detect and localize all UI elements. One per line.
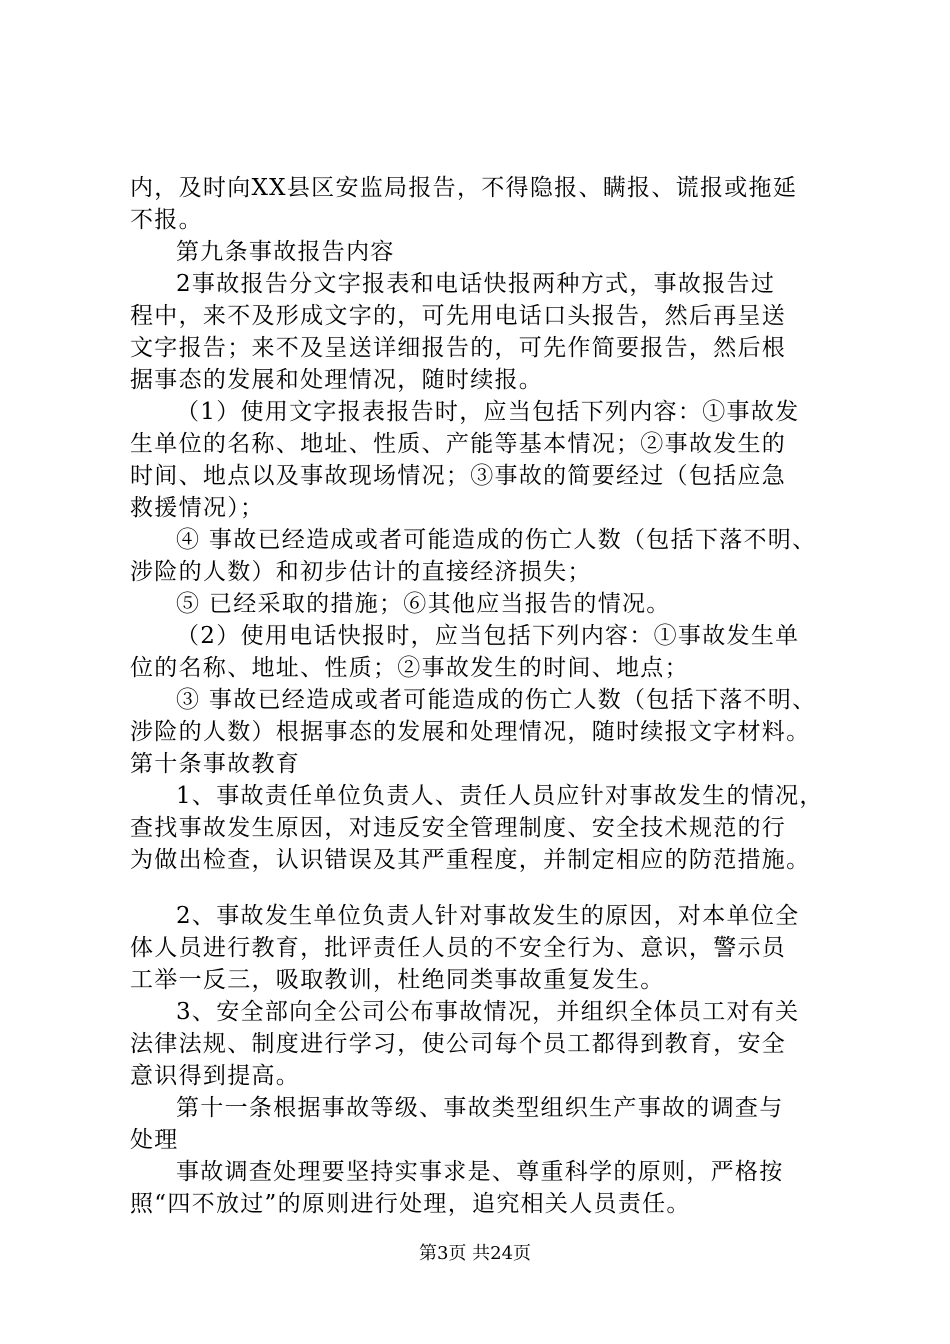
page-number-footer: 第3页 共24页	[418, 1243, 532, 1264]
text-line: 涉险的人数）根据事态的发展和处理情况，随时续报文字材料。	[130, 719, 811, 745]
text-line: ④ 事故已经造成或者可能造成的伤亡人数（包括下落不明、	[176, 527, 817, 553]
text-line: 2事故报告分文字报表和电话快报两种方式，事故报告过	[176, 271, 776, 297]
text-line: 法律法规、制度进行学习，使公司每个员工都得到教育，安全	[130, 1031, 787, 1057]
text-line: 涉险的人数）和初步估计的直接经济损失；	[130, 559, 592, 585]
text-line: ⑤ 已经采取的措施；⑥其他应当报告的情况。	[176, 591, 671, 617]
text-line: 为做出检查，认识错误及其严重程度，并制定相应的防范措施。	[130, 847, 811, 873]
text-line: 文字报告；来不及呈送详细报告的，可先作简要报告，然后根	[130, 335, 787, 361]
paragraph-gap	[130, 876, 850, 900]
text-line: 位的名称、地址、性质；②事故发生的时间、地点；	[130, 655, 689, 681]
text-line: 内，及时向XX县区安监局报告，不得隐报、瞒报、谎报或拖延	[130, 175, 798, 201]
text-line: 意识得到提高。	[130, 1063, 301, 1089]
text-line: 不报。	[130, 207, 203, 233]
text-line: 救援情况）；	[130, 495, 265, 521]
section-heading: 第十条事故教育	[130, 751, 301, 777]
text-line: ③ 事故已经造成或者可能造成的伤亡人数（包括下落不明、	[176, 687, 817, 713]
text-line: 1、事故责任单位负责人、责任人员应针对事故发生的情况，	[176, 783, 824, 809]
section-heading: 第九条事故报告内容	[176, 239, 395, 265]
text-line: （2）使用电话快报时，应当包括下列内容：①事故发生单	[176, 623, 800, 649]
text-line: 程中，来不及形成文字的，可先用电话口头报告，然后再呈送	[130, 303, 787, 329]
text-line: 据事态的发展和处理情况，随时续报。	[130, 367, 544, 393]
section-heading: 处理	[130, 1127, 179, 1153]
text-line: 时间、地点以及事故现场情况；③事故的简要经过（包括应急	[130, 463, 787, 489]
text-line: 体人员进行教育，批评责任人员的不安全行为、意识，警示员	[130, 935, 787, 961]
section-heading: 第十一条根据事故等级、事故类型组织生产事故的调查与	[176, 1095, 784, 1121]
text-line: 3、安全部向全公司公布事故情况，并组织全体员工对有关	[176, 999, 800, 1025]
text-line: 工举一反三，吸取教训，杜绝同类事故重复发生。	[130, 967, 665, 993]
text-line: 事故调查处理要坚持实事求是、尊重科学的原则，严格按	[176, 1159, 784, 1185]
text-line: 查找事故发生原因，对违反安全管理制度、安全技术规范的行	[130, 815, 787, 841]
text-line: 生单位的名称、地址、性质、产能等基本情况；②事故发生的	[130, 431, 787, 457]
text-line: （1）使用文字报表报告时，应当包括下列内容：①事故发	[176, 399, 800, 425]
text-line: 2、事故发生单位负责人针对事故发生的原因，对本单位全	[176, 903, 800, 929]
document-body	[130, 172, 850, 1220]
text-line: 照“四不放过”的原则进行处理，追究相关人员责任。	[130, 1191, 691, 1217]
